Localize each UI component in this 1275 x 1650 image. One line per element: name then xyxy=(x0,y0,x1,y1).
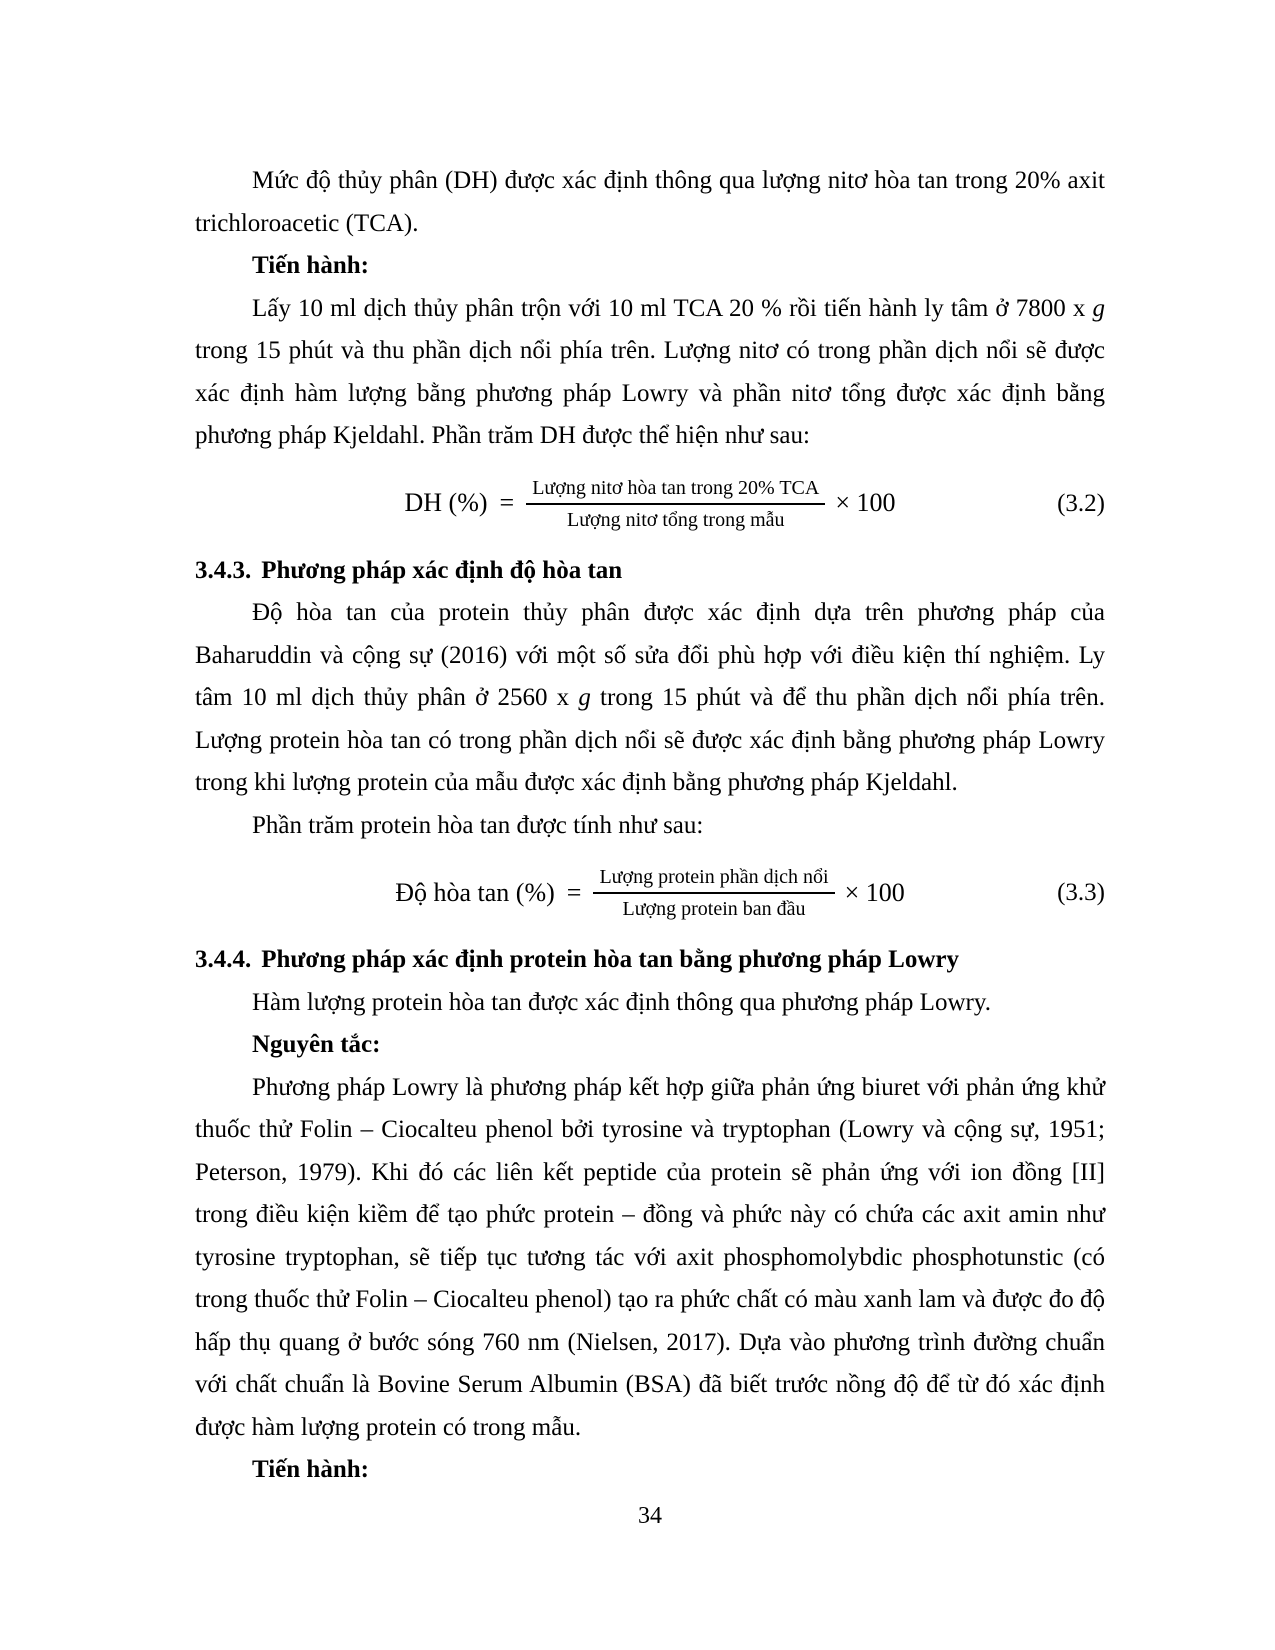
equals-sign: = xyxy=(566,877,582,907)
equals-sign: = xyxy=(499,488,515,518)
equation-number: (3.2) xyxy=(1057,489,1105,517)
section-number: 3.4.4. xyxy=(195,946,252,973)
equation-lhs: Độ hòa tan (%) xyxy=(395,877,555,907)
text-run: Lấy 10 ml dịch thủy phân trộn với 10 ml TCA 20 % rồi tiến hành ly tâm ở 7800 x xyxy=(252,294,1093,322)
paragraph-dh-definition: Mức độ thủy phân (DH) được xác định thông qua lượng nitơ hòa tan trong 20% axit trichloroacetic (TCA). xyxy=(195,167,1105,237)
section-title: Phương pháp xác định độ hòa tan xyxy=(261,556,623,584)
multiplier: × 100 xyxy=(835,488,896,518)
label-tien-hanh-2: Tiến hành: xyxy=(252,1456,369,1483)
equation-body xyxy=(395,864,905,922)
section-heading-344 xyxy=(195,939,1105,982)
equation-lhs: DH (%) xyxy=(404,488,488,518)
multiplier: × 100 xyxy=(844,877,905,907)
equation-dh xyxy=(195,458,1105,550)
fraction-numerator: Lượng protein phần dịch nổi xyxy=(593,864,834,894)
text-run: trong 15 phút và để thu phần dịch nổi phía trên. Lượng protein hòa tan có trong phần dịch nổi sẽ được xác định bằng phương pháp Lowry trong khi lượng protein của mẫu được xác định bằng phương pháp Kjeldahl. xyxy=(195,684,1105,796)
fraction-denominator: Lượng protein ban đầu xyxy=(622,898,806,920)
paragraph-dh-procedure xyxy=(195,288,1105,458)
fraction-denominator: Lượng nitơ tổng trong mẫu xyxy=(567,508,785,531)
label-nguyen-tac: Nguyên tắc: xyxy=(252,1031,381,1058)
italic-g-variable: g xyxy=(1092,294,1105,322)
paragraph-solubility-method xyxy=(195,592,1105,805)
section-number: 3.4.3. xyxy=(195,556,252,584)
section-heading-343 xyxy=(195,550,1105,593)
italic-g-variable: g xyxy=(578,684,591,711)
paragraph-lowry-intro: Hàm lượng protein hòa tan được xác định thông qua phương pháp Lowry. xyxy=(252,988,991,1016)
paragraph-lowry-principle: Phương pháp Lowry là phương pháp kết hợp giữa phản ứng biuret với phản ứng khử thuốc thử Folin – Ciocalteu phenol bởi tyrosine và tryptophan (Lowry và cộng sự, 1951; Peterson, 1979). Khi đó các liên kết peptide của protein sẽ phản ứng với ion đồng [II] trong điều kiện kiềm để tạo phức protein – đồng và phức này có chứa các axit amin như tyrosine tryptophan, sẽ tiếp tục tương tác với axit phosphomolybdic phosphotunstic (có trong thuốc thử Folin – Ciocalteu phenol) tạo ra phức chất có màu xanh lam và được đo độ hấp thụ quang ở bước sóng 760 nm (Nielsen, 2017). Dựa vào phương trình đường chuẩn với chất chuẩn là Bovine Serum Albumin (BSA) đã biết trước nồng độ để từ đó xác định được hàm lượng protein có trong mẫu. xyxy=(195,1073,1105,1441)
label-tien-hanh-1: Tiến hành: xyxy=(252,252,369,279)
fraction xyxy=(526,475,825,533)
fraction-numerator: Lượng nitơ hòa tan trong 20% TCA xyxy=(526,475,825,505)
equation-solubility xyxy=(195,847,1105,939)
section-title: Phương pháp xác định protein hòa tan bằng phương pháp Lowry xyxy=(261,946,959,973)
text-run: Độ hòa tan của protein thủy phân được xác định dựa trên phương pháp của Baharuddin và cộng sự (2016) với một số sửa đổi phù hợp với điều kiện thí nghiệm. Ly tâm 10 ml dịch thủy phân ở 2560 x xyxy=(195,599,1105,711)
page-number: 34 xyxy=(638,1503,662,1529)
equation-body xyxy=(404,475,895,533)
paragraph-percent-protein: Phần trăm protein hòa tan được tính như sau: xyxy=(252,811,704,839)
fraction xyxy=(593,864,834,922)
text-run: trong 15 phút và thu phần dịch nổi phía trên. Lượng nitơ có trong phần dịch nổi sẽ được xác định hàm lượng bằng phương pháp Lowry và phần nitơ tổng được xác định bằng phương pháp Kjeldahl. Phần trăm DH được thể hiện như sau: xyxy=(195,337,1105,449)
equation-number: (3.3) xyxy=(1057,878,1105,906)
